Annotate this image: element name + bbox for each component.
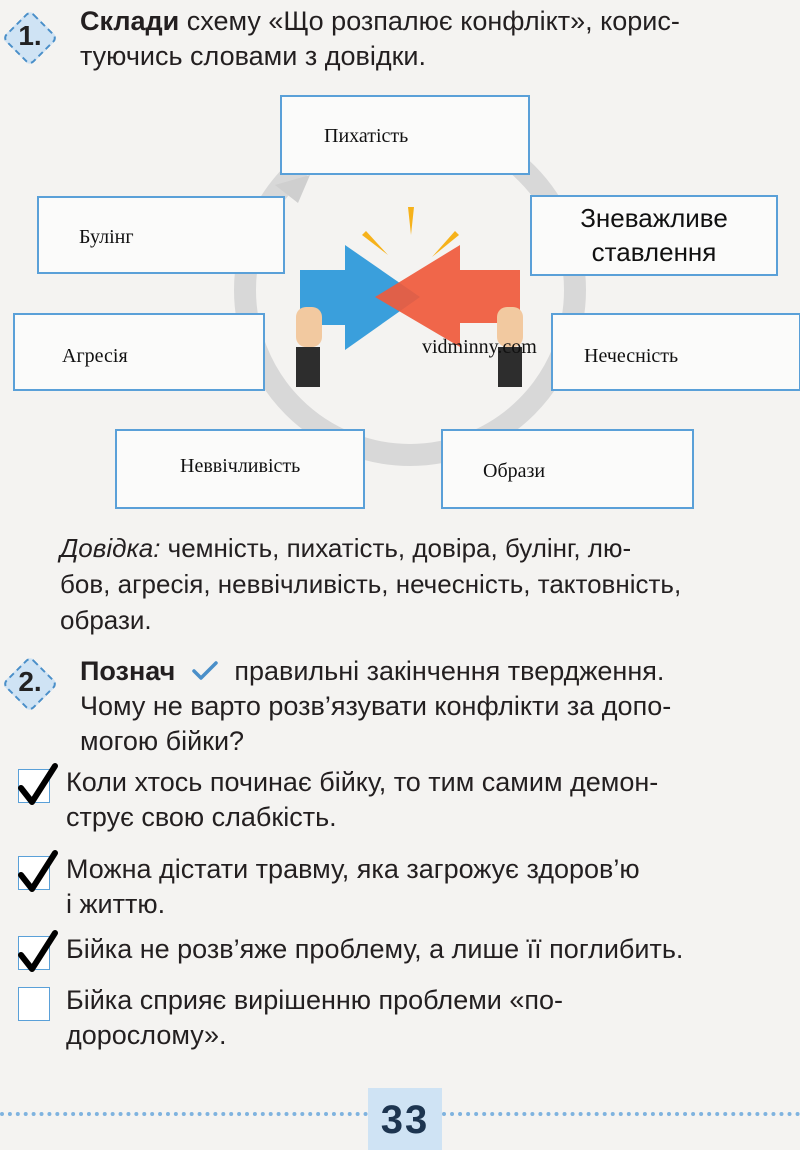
reference-block bbox=[60, 530, 790, 638]
option-1-line1: Коли хтось починає бійку, то тим самим демон- bbox=[66, 767, 659, 797]
scheme-box-left-top-label: Булінг bbox=[79, 226, 134, 248]
scheme-box-right-top-line2: ставлення bbox=[591, 237, 717, 267]
task-1-verb: Склади bbox=[80, 6, 180, 36]
task-2-line1: правильні закінчення твердження. bbox=[234, 656, 665, 686]
option-2-checkbox[interactable] bbox=[18, 856, 50, 890]
check-mark-icon bbox=[15, 849, 61, 897]
task-2-number: 2. bbox=[18, 666, 42, 697]
scheme-box-bottom-right-label: Образи bbox=[483, 460, 546, 482]
option-3-text bbox=[66, 932, 791, 967]
task-1-text bbox=[80, 4, 790, 74]
task-1-badge bbox=[6, 14, 54, 62]
left-sleeve-icon bbox=[296, 347, 320, 387]
task-2-text bbox=[80, 654, 790, 759]
option-3-line1: Бійка не розв’яже проблему, а лише її поглибить. bbox=[66, 934, 684, 964]
scheme-box-right-mid[interactable] bbox=[551, 313, 800, 391]
spark-icon bbox=[408, 207, 414, 235]
check-mark-icon bbox=[15, 929, 61, 977]
scheme-box-left-mid-label: Агресія bbox=[62, 345, 128, 367]
option-4-line2: дорослому». bbox=[66, 1020, 227, 1050]
page-number: 33 bbox=[380, 1098, 430, 1142]
left-hand-icon bbox=[296, 307, 322, 347]
scheme-box-top[interactable] bbox=[280, 95, 530, 175]
reference-line3: образи. bbox=[60, 605, 152, 635]
option-1-checkbox[interactable] bbox=[18, 769, 50, 803]
scheme-box-right-mid-label: Нечесність bbox=[584, 345, 679, 367]
scheme-box-left-mid[interactable] bbox=[13, 313, 265, 391]
reference-line1: чемність, пихатість, довіра, булінг, лю- bbox=[160, 533, 632, 563]
watermark: vidminny.com bbox=[422, 336, 537, 358]
scheme-box-bottom-left[interactable] bbox=[115, 429, 365, 509]
footer-divider-right bbox=[442, 1112, 800, 1116]
scheme-box-right-top-label bbox=[532, 201, 776, 269]
option-1-line2: струє свою слабкість. bbox=[66, 802, 337, 832]
task-2-badge bbox=[6, 660, 54, 708]
option-1-text bbox=[66, 765, 791, 835]
scheme-box-right-top[interactable] bbox=[530, 195, 778, 276]
option-2-text bbox=[66, 852, 791, 922]
spark-icon bbox=[362, 231, 388, 255]
reference-label: Довідка: bbox=[60, 533, 161, 563]
checkmark-icon bbox=[191, 660, 219, 682]
scheme-box-bottom-right[interactable] bbox=[441, 429, 694, 509]
reference-line2: бов, агресія, неввічливість, нечесність, тактовність, bbox=[60, 569, 682, 599]
task-1-number: 1. bbox=[18, 20, 42, 51]
scheme-box-left-top[interactable] bbox=[37, 196, 285, 274]
task-1-line1: схему «Що розпалює конфлікт», корис- bbox=[179, 6, 680, 36]
task-2-line3: могою бійки? bbox=[80, 726, 245, 756]
option-2-line1: Можна дістати травму, яка загрожує здоров’ю bbox=[66, 854, 640, 884]
task-2-line2: Чому не варто розв’язувати конфлікти за допо- bbox=[80, 691, 672, 721]
option-3-checkbox[interactable] bbox=[18, 936, 50, 970]
option-2-line2: і життю. bbox=[66, 889, 166, 919]
task-1-line2: туючись словами з довідки. bbox=[80, 41, 426, 71]
option-4-checkbox[interactable] bbox=[18, 987, 50, 1021]
scheme-box-top-label: Пихатість bbox=[324, 125, 409, 147]
task-2-verb: Познач bbox=[80, 656, 176, 686]
option-4-text bbox=[66, 983, 791, 1053]
scheme-box-right-top-line1: Зневажливе bbox=[580, 203, 728, 233]
check-mark-icon bbox=[15, 762, 61, 810]
footer-divider-left bbox=[0, 1112, 368, 1116]
scheme-box-bottom-left-label: Неввічливість bbox=[180, 455, 301, 477]
option-4-line1: Бійка сприяє вирішенню проблеми «по- bbox=[66, 985, 563, 1015]
